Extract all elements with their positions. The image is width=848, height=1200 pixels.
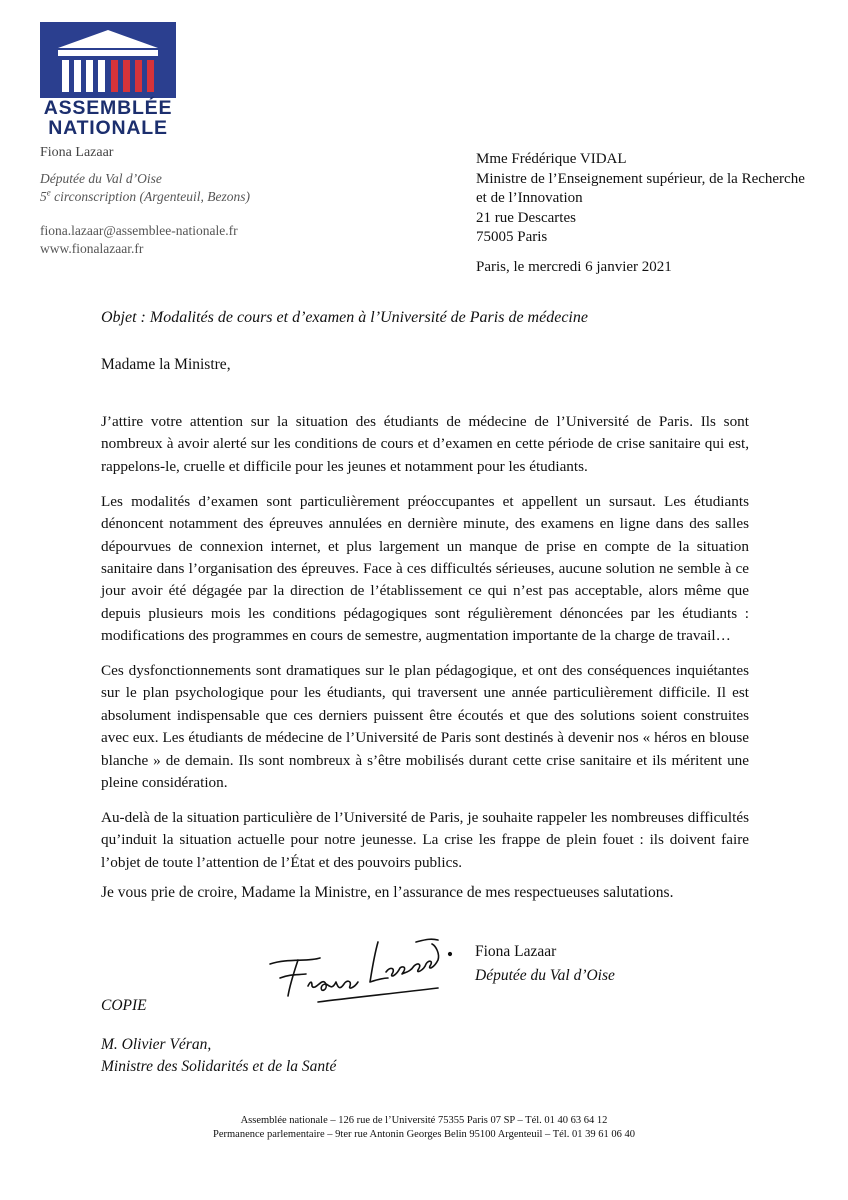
sender-block [40, 144, 250, 258]
circ-text: circonscription (Argenteuil, Bezons) [50, 189, 250, 204]
recipient-address [476, 150, 805, 248]
copy-recipient [101, 1034, 336, 1078]
circ-number: 5 [40, 189, 47, 204]
recipient-line: Mme Frédérique VIDAL [476, 151, 627, 167]
signatory-block [475, 940, 615, 988]
assemblee-nationale-logo [40, 22, 176, 138]
closing-formula: Je vous prie de croire, Madame la Ministre, en l’assurance de mes respectueuses salutations. [101, 884, 674, 901]
logo-line-1: ASSEMBLÉE [43, 97, 173, 119]
copy-recipient-title: Ministre des Solidarités et de la Santé [101, 1058, 337, 1075]
footer-line-2: Permanence parlementaire – 9ter rue Antonin Georges Belin 95100 Argenteuil – Tél. 01 39 61 06 40 [213, 1129, 635, 1140]
recipient-line: Ministre de l’Enseignement supérieur, de la Recherche [476, 170, 805, 187]
subject-line: Objet : Modalités de cours et d’examen à l’Université de Paris de médecine [101, 309, 588, 326]
logo-line-2: NATIONALE [48, 117, 168, 139]
sender-website[interactable]: www.fionalazaar.fr [40, 241, 144, 256]
handwritten-signature [268, 928, 458, 1004]
body-paragraph: J’attire votre attention sur la situation des étudiants de médecine de l’Université de Paris. Ils sont nombreux à avoir alerté sur les conditions de cours et d’examen en cette période de crise sanitaire qui est, rappelons-le, cruelle et difficile pour les jeunes et notamment pour les étudiants. [101, 413, 749, 475]
copy-recipient-name: M. Olivier Véran, [101, 1036, 212, 1053]
copy-label: COPIE [101, 997, 147, 1014]
body-paragraph: Les modalités d’examen sont particulièrement préoccupantes et appellent un sursaut. Les étudiants dénoncent notamment des épreuves annulées en dernière minute, des examens en ligne dans des salles dépourvues de connexion internet, et plus largement un manque de prise en compte de la situation sanitaire dans l’organisation des épreuves. Face à ces difficultés sérieuses, aucune solution ne semble à ce jour avoir été dégagée par la direction de l’établissement ce qui n’est pas acceptable, alors même que depuis plusieurs mois les conditions pédagogiques sont régulièrement dénoncées par les étudiants : modifications des programmes en cours de semestre, augmentation importante de la charge de travail… [101, 492, 749, 645]
letter-body [101, 411, 749, 887]
signatory-title: Députée du Val d’Oise [475, 967, 615, 984]
letter-date: Paris, le mercredi 6 janvier 2021 [476, 259, 672, 275]
hemicycle-emblem-icon [40, 22, 176, 98]
circ-superscript: e [46, 187, 51, 198]
sender-email[interactable]: fiona.lazaar@assemblee-nationale.fr [40, 223, 238, 238]
recipient-line: 21 rue Descartes [476, 209, 576, 226]
recipient-line: 75005 Paris [476, 229, 548, 245]
salutation: Madame la Ministre, [101, 356, 231, 373]
sender-name: Fiona Lazaar [40, 145, 114, 160]
recipient-line: et de l’Innovation [476, 190, 583, 206]
page-footer [0, 1114, 848, 1142]
body-paragraph: Ces dysfonctionnements sont dramatiques sur le plan pédagogique, et ont des conséquences inquiétantes sur le plan psychologique pour les étudiants, qui traversent une année particulièrement difficile. Il est absolument indispensable que ces derniers puissent être écoutés et que des solutions soient construites avec eux. Les étudiants de médecine de l’Université de Paris sont destinés à devenir nos « héros en blouse blanche » de demain. Ils sont nombreux à s’être mobilisés durant cette crise sanitaire et ils méritent une pleine considération. [101, 662, 749, 792]
sender-title: Députée du Val d’Oise [40, 171, 162, 186]
sender-circonscription [40, 188, 250, 206]
signatory-name: Fiona Lazaar [475, 943, 557, 960]
body-paragraph: Au-delà de la situation particulière de l’Université de Paris, je souhaite rappeler les nombreuses difficultés qu’induit la situation actuelle pour notre jeunesse. La crise les frappe de plein fouet : ils doivent faire l’objet de toute l’attention de l’État et des pouvoirs publics. [101, 809, 749, 871]
footer-line-1: Assemblée nationale – 126 rue de l’Université 75355 Paris 07 SP – Tél. 01 40 63 64 12 [240, 1115, 608, 1126]
